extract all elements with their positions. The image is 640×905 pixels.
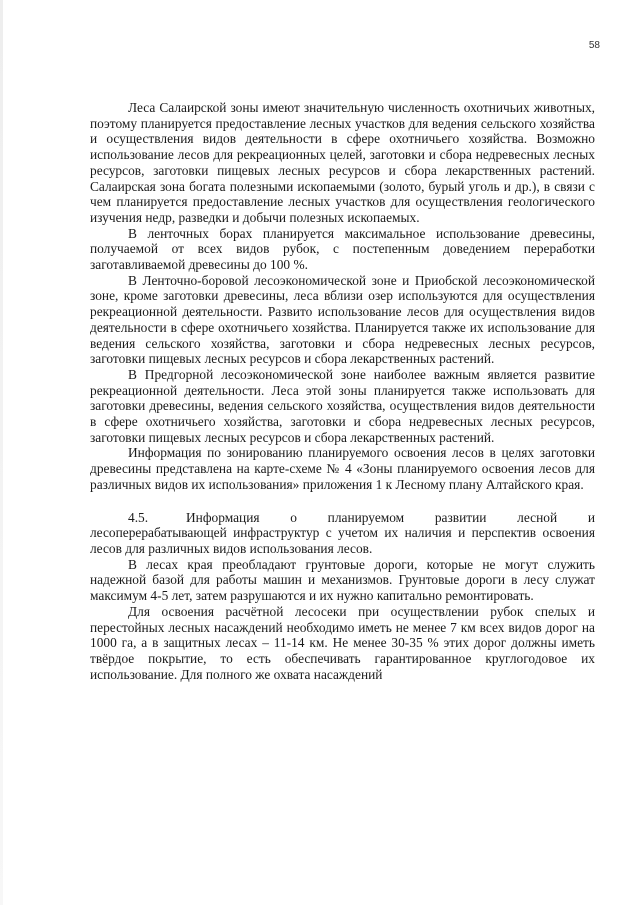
scan-edge: [0, 0, 3, 905]
paragraph-road-density: Для освоения расчётной лесосеки при осуществлении рубок спелых и перестойных лесных насаждений необходимо иметь не менее 7 км всех видов дорог на 1000 га, а в защитных лесах – 11-14 км. Не менее 30-35 % этих дорог должны иметь твёрдое покрытие, то есть обеспечивать гарантированное круглогодовое их использование. Для полного же охвата насаждений: [90, 603, 595, 682]
document-body: [90, 100, 595, 682]
section-gap: [90, 493, 595, 510]
section-number: 4.5.: [128, 509, 149, 525]
page-number: 58: [588, 40, 600, 51]
paragraph-ribbon-pine-zone: В Ленточно-боровой лесоэкономической зоне и Приобской лесоэкономической зоне, кроме заготовки древесины, леса вблизи озер используются для осуществления рекреационной деятельности. Развито использование лесов для осуществления видов деятельности в сфере охотничьего хозяйства. Планируется также их использование для ведения сельского хозяйства, заготовки и сбора недревесных лесных ресурсов, заготовки пищевых лесных ресурсов и сбора лекарственных растений.: [90, 272, 595, 367]
section-heading: [90, 510, 595, 557]
section-title: Информация о планируемом развитии лесной и лесоперерабатывающей инфраструктур с учетом их наличия и перспектив освоения лесов для различных видов использования лесов.: [90, 509, 595, 556]
paragraph-zoning-info: Информация по зонированию планируемого освоения лесов в целях заготовки древесины представлена на карте-схеме № 4 «Зоны планируемого освоения лесов для различных видов их использования» приложения 1 к Лесному плану Алтайского края.: [90, 445, 595, 492]
paragraph-ribbon-forests: В ленточных борах планируется максимальное использование древесины, получаемой от всех видов рубок, с постепенным доведением переработки заготавливаемой древесины до 100 %.: [90, 225, 595, 273]
paragraph-salair-zone: Леса Салаирской зоны имеют значительную численность охотничьих животных, поэтому планируется предоставление лесных участков для ведения сельского хозяйства и осуществления видов деятельности в сфере охотничьего хозяйства. Возможно использование лесов для рекреационных целей, заготовки и сбора недревесных лесных ресурсов, заготовки пищевых лесных ресурсов и сбора лекарственных растений. Салаирская зона богата полезными ископаемыми (золото, бурый уголь и др.), в связи с чем планируется предоставление лесных участков для осуществления геологического изучения недр, разведки и добычи полезных ископаемых.: [90, 100, 595, 225]
paragraph-dirt-roads: В лесах края преобладают грунтовые дороги, которые не могут служить надежной базой для работы машин и механизмов. Грунтовые дороги в лесу служат максимум 4-5 лет, затем разрушаются и их нужно капитально ремонтировать.: [90, 556, 595, 604]
paragraph-foothill-zone: В Предгорной лесоэкономической зоне наиболее важным является развитие рекреационной деятельности. Леса этой зоны планируется также использовать для заготовки древесины, ведения сельского хозяйства, осуществления видов деятельности в сфере охотничьего хозяйства, заготовки и сбора недревесных лесных ресурсов, заготовки пищевых лесных ресурсов и сбора лекарственных растений.: [90, 366, 595, 445]
